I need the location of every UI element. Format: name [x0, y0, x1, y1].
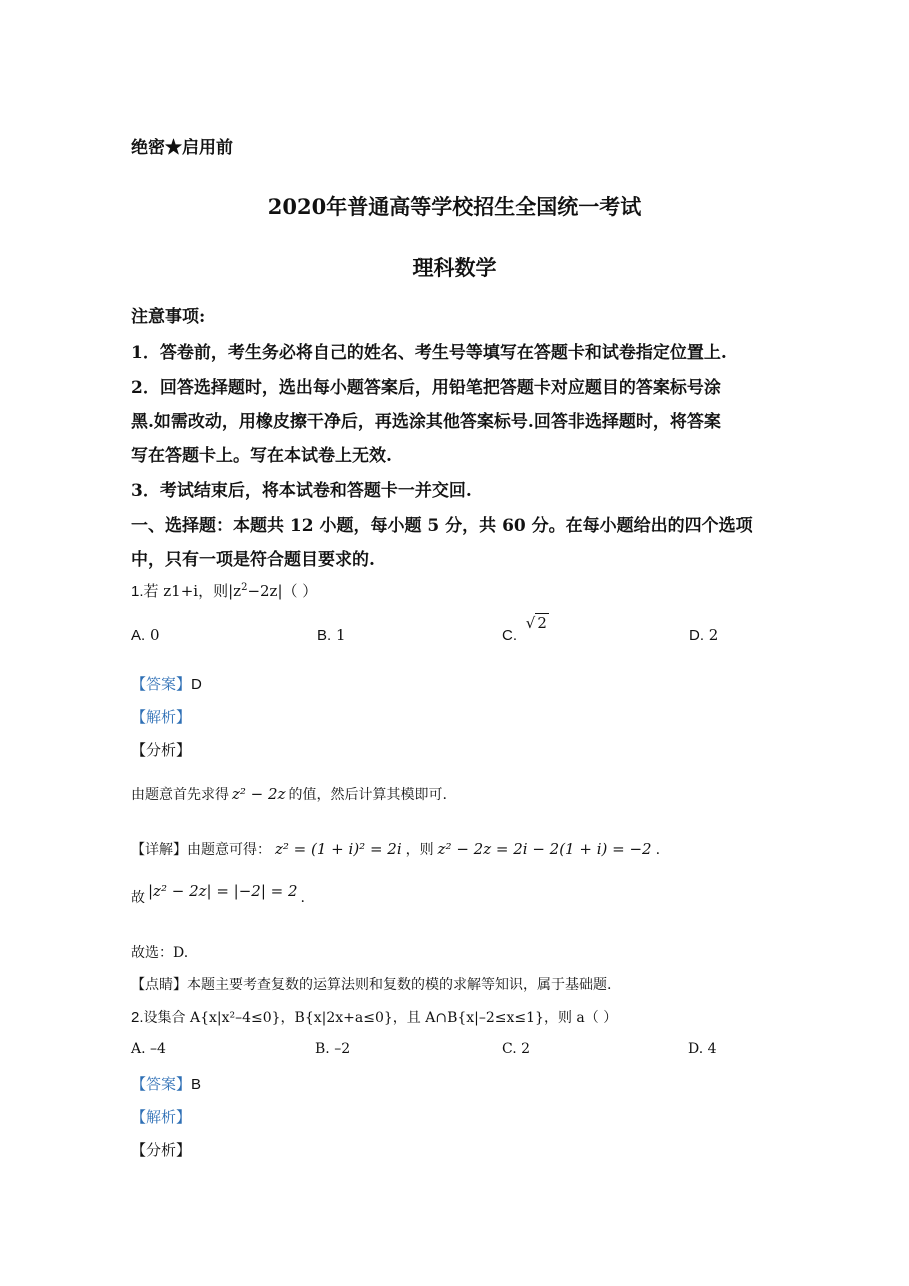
q1-detail: 【详解】由题意可得： z² = (1 + i)² = 2i ，则 z² − 2z = 2i − 2(1 + i) = −2 . [131, 840, 661, 858]
confidential-label: 绝密★启用前 [131, 138, 233, 158]
q2-option-a: A. –4 [131, 1041, 166, 1057]
section-heading-line-2: 中，只有一项是符合题目要求的. [131, 550, 375, 570]
q1-option-b: B. 1 [317, 626, 346, 644]
q2-option-d: D. 4 [688, 1041, 717, 1057]
notice-item-2-line-2: 黑.如需改动，用橡皮擦干净后，再选涂其他答案标号.回答非选择题时，将答案 [131, 412, 721, 432]
q1-analysis: 由题意首先求得 z² − 2z 的值，然后计算其模即可. [131, 785, 447, 803]
q1-fenxi-label: 【分析】 [131, 741, 192, 759]
notice-item-1: 1．答卷前，考生务必将自己的姓名、考生号等填写在答题卡和试卷指定位置上. [131, 343, 727, 363]
q2-option-b: B. –2 [315, 1041, 351, 1057]
exam-title: 2020年普通高等学校招生全国统一考试 [267, 194, 642, 219]
q1-jiexi-label: 【解析】 [131, 708, 192, 726]
exam-subject: 理科数学 [412, 255, 497, 280]
q1-answer: 【答案】D [131, 675, 202, 693]
q2-number: 2. [131, 1009, 144, 1026]
q1-conclusion: 故 |z² − 2z| = |−2| = 2 . [131, 882, 305, 906]
q1-option-a: A. 0 [131, 626, 160, 644]
q2-stem: 2.设集合 A{x|x²–4≤0}，B{x|2x+a≤0}，且 A∩B{x|–2≤x≤1}，则 a（ ） [131, 1009, 618, 1026]
q1-stem: 1.若 z1+i，则$|z^2-2z|$（ ） [131, 582, 318, 600]
section-heading-line-1: 一、选择题：本题共 12 小题，每小题 5 分，共 60 分。在每小题给出的四个选项 [131, 516, 753, 536]
q1-dianjing: 【点睛】本题主要考查复数的运算法则和复数的模的求解等知识，属于基础题. [131, 977, 612, 993]
q2-fenxi-label: 【分析】 [131, 1141, 192, 1159]
q2-jiexi-label: 【解析】 [131, 1108, 192, 1126]
q1-number: 1. [131, 583, 144, 600]
notice-item-2-line-1: 2．回答选择题时，选出每小题答案后，用铅笔把答题卡对应题目的答案标号涂 [131, 378, 721, 398]
sqrt-expression: √ 2 [525, 614, 547, 632]
q2-option-c: C. 2 [502, 1041, 531, 1057]
notice-heading: 注意事项: [131, 307, 206, 327]
q2-answer: 【答案】B [131, 1075, 202, 1093]
notice-item-3: 3．考试结束后，将本试卷和答题卡一并交回. [131, 481, 472, 501]
q1-option-c: C. √ 2 [502, 614, 547, 644]
q1-choice: 故选：D. [131, 945, 189, 961]
notice-item-2-line-3: 写在答题卡上。写在本试卷上无效. [131, 446, 392, 466]
q1-option-d: D. 2 [689, 626, 719, 644]
